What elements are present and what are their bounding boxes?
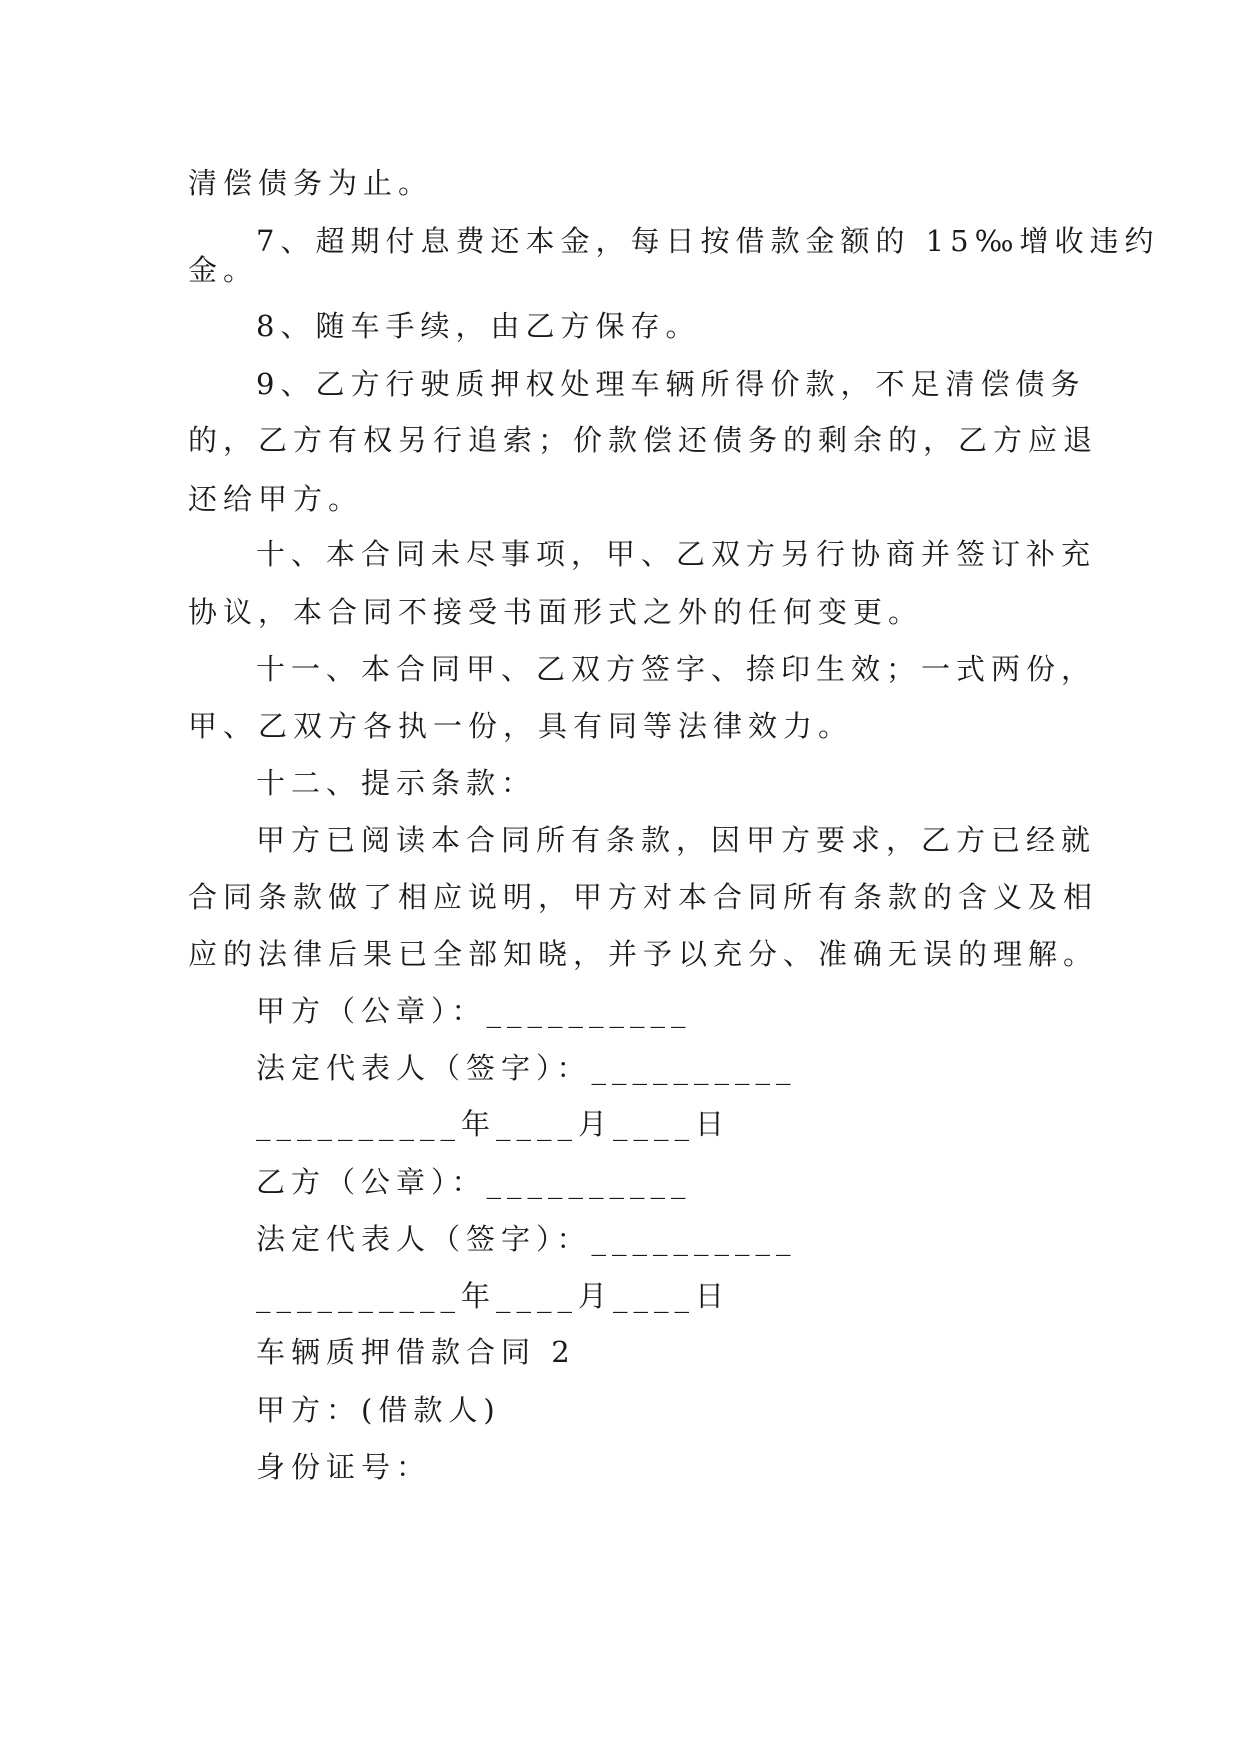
party-a-borrower-line: 甲方：(借款人)	[256, 1393, 501, 1427]
paragraph-line: 协议，本合同不接受书面形式之外的任何变更。	[188, 595, 924, 629]
clause-10-line: 十、本合同未尽事项，甲、乙双方另行协商并签订补充	[256, 537, 1097, 571]
clause-12-heading: 十二、提示条款：	[256, 766, 537, 800]
id-number-line: 身份证号：	[256, 1450, 432, 1484]
paragraph-line: 甲、乙双方各执一份，具有同等法律效力。	[188, 709, 854, 743]
clause-7-line: 7、超期付息费还本金，每日按借款金额的 15‰增收违约	[256, 224, 1160, 258]
party-a-seal-line: 甲方（公章）：__________	[256, 994, 692, 1028]
party-a-date-line: __________年____月____日	[256, 1107, 731, 1141]
party-b-signature-line: 法定代表人（签字）：__________	[256, 1222, 797, 1256]
paragraph-line: 的，乙方有权另行追索；价款偿还债务的剩余的，乙方应退	[188, 423, 1099, 457]
paragraph-line: 应的法律后果已全部知晓，并予以充分、准确无误的理解。	[188, 937, 1099, 971]
paragraph-line: 清偿债务为止。	[188, 166, 434, 200]
clause-12-line: 甲方已阅读本合同所有条款，因甲方要求，乙方已经就	[256, 823, 1097, 857]
party-a-signature-line: 法定代表人（签字）：__________	[256, 1051, 797, 1085]
party-b-date-line: __________年____月____日	[256, 1279, 731, 1313]
clause-11-line: 十一、本合同甲、乙双方签字、捺印生效；一式两份，	[256, 652, 1097, 686]
clause-8-line: 8、随车手续，由乙方保存。	[256, 309, 701, 343]
paragraph-line: 还给甲方。	[188, 482, 364, 516]
paragraph-line: 合同条款做了相应说明，甲方对本合同所有条款的含义及相	[188, 880, 1099, 914]
clause-9-line: 9、乙方行驶质押权处理车辆所得价款，不足清偿债务	[256, 367, 1086, 401]
party-b-seal-line: 乙方（公章）：__________	[256, 1165, 692, 1199]
contract-2-title: 车辆质押借款合同 2	[256, 1335, 576, 1369]
paragraph-line: 金。	[188, 253, 259, 287]
